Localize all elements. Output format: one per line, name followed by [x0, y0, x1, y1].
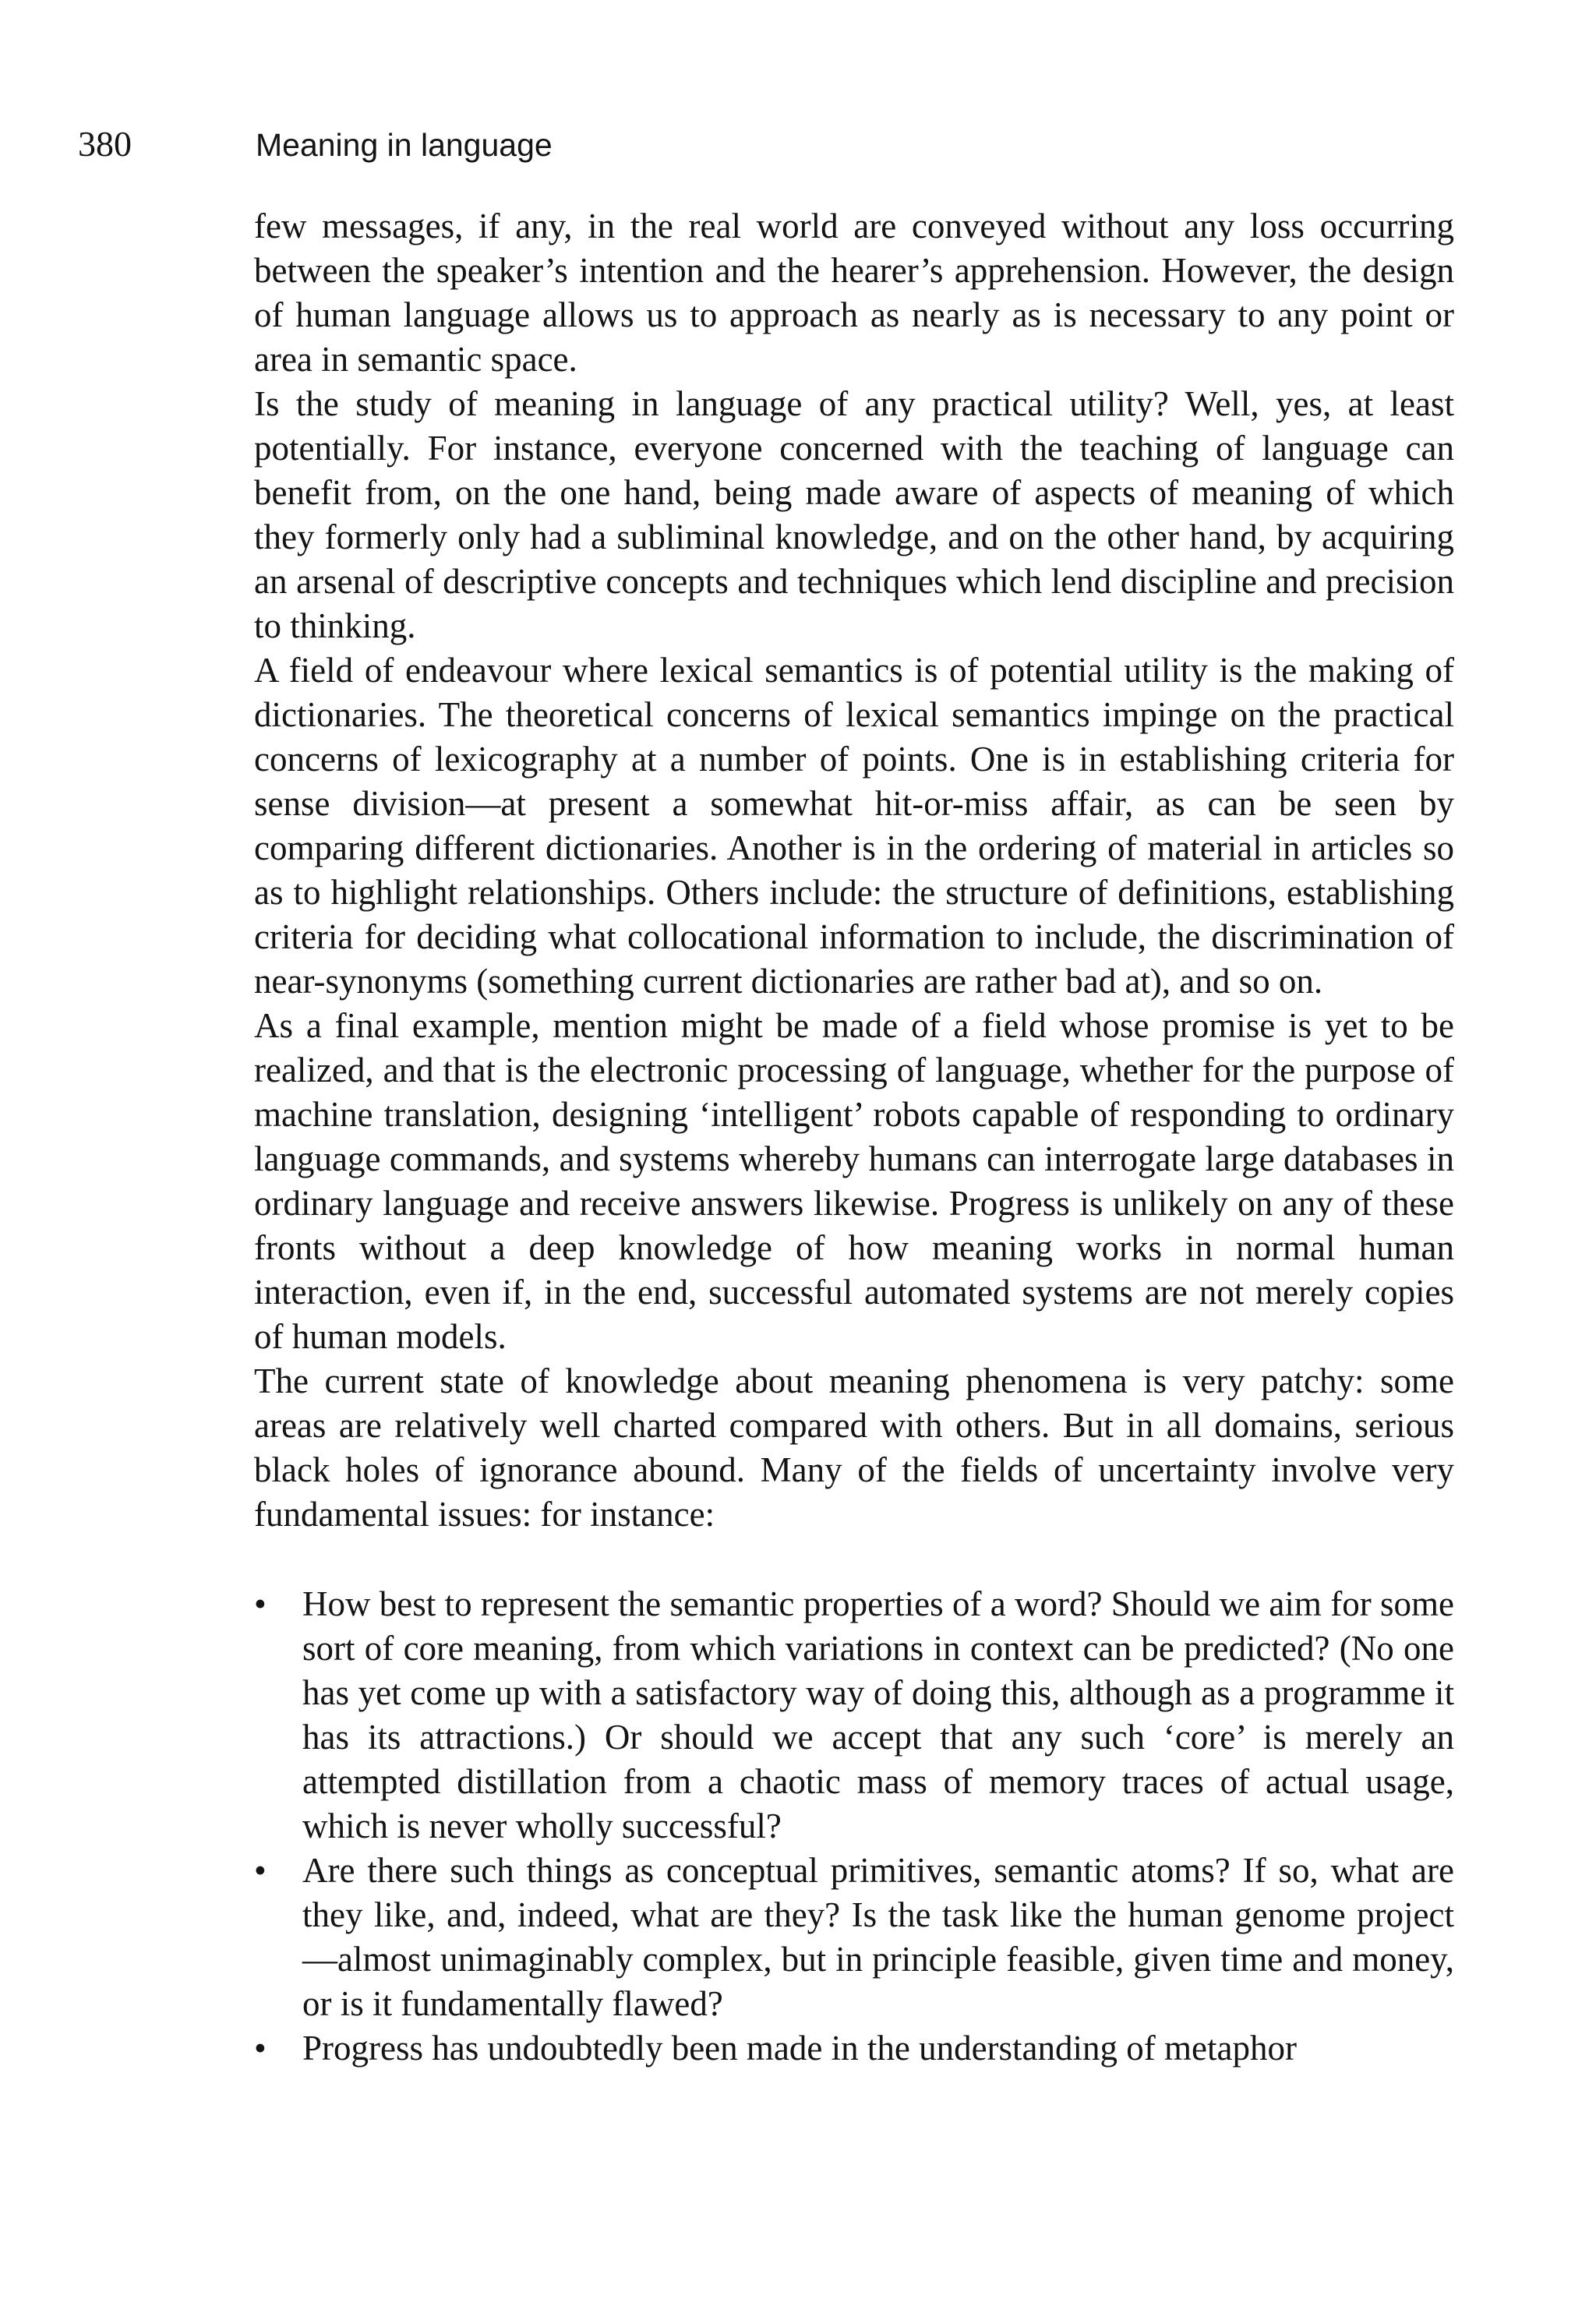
paragraph-dictionaries: A field of endeavour where lexical semantics is of potential utility is the making of dictionaries. The theoretical concerns of lexical semantics impinge on the practical concerns of lexicography at a number of points. One is in establishing criteria for sense division—at present a somewhat hit-or-miss affair, as can be seen by comparing different dictionaries. Another is in the ordering of material in articles so as to highlight relationships. Others include: the structure of definitions, establishing criteria for deciding what collocational information to include, the discrimination of near-synonyms (something current dictionaries are rather bad at), and so on. — [254, 651, 1454, 1001]
list-item — [254, 1849, 1454, 2026]
running-title: Meaning in language — [256, 127, 553, 163]
list-item-text: How best to represent the semantic properties of a word? Should we aim for some sort of core meaning, from which variations in context can be predicted? (No one has yet come up with a satisfactory way of doing this, although as a programme it has its attractions.) Or should we accept that any such ‘core’ is merely an attempted distillation from a chaotic mass of memory traces of actual usage, which is never wholly successful? — [302, 1584, 1454, 1845]
list-item-text: Are there such things as conceptual primitives, semantic atoms? If so, what are they like, and, indeed, what are they? Is the task like the human genome project—almost unimaginably complex, but in principle feasible, given time and money, or is it fundamentally flawed? — [302, 1851, 1454, 2023]
running-head — [78, 121, 553, 168]
uncertainty-list — [254, 1582, 1454, 2071]
body-text — [254, 204, 1454, 2071]
paragraph-electronic-processing: As a final example, mention might be made of a field whose promise is yet to be realized, and that is the electronic processing of language, whether for the purpose of machine translation, designing ‘intelligent’ robots capable of responding to ordinary language commands, and systems whereby humans can interrogate large databases in ordinary language and receive answers likewise. Progress is unlikely on any of these fronts without a deep knowledge of how meaning works in normal human interaction, even if, in the end, successful automated systems are not merely copies of human models. — [254, 1006, 1454, 1356]
bullet-icon: • — [254, 2029, 267, 2068]
page-number: 380 — [78, 124, 132, 164]
bullet-icon: • — [254, 1851, 267, 1890]
list-item — [254, 2026, 1454, 2071]
list-item-text: Progress has undoubtedly been made in the understanding of metaphor — [302, 2029, 1297, 2068]
paragraph-practical-utility: Is the study of meaning in language of any practical utility? Well, yes, at least potentially. For instance, everyone concerned with the teaching of language can benefit from, on the one hand, being made aware of aspects of meaning of which they formerly only had a subliminal knowledge, and on the other hand, by acquiring an arsenal of descriptive concepts and techniques which lend discipline and precision to thinking. — [254, 384, 1454, 645]
paragraph-continued: few messages, if any, in the real world are conveyed without any loss occurring between the speaker’s intention and the hearer’s apprehension. However, the design of human language allows us to approach as nearly as is necessary to any point or area in semantic space. — [254, 207, 1454, 379]
list-item — [254, 1582, 1454, 1849]
bullet-icon: • — [254, 1584, 267, 1623]
paragraph-state-of-knowledge: The current state of knowledge about meaning phenomena is very patchy: some areas are relatively well charted compared with others. But in all domains, serious black holes of ignorance abound. Many of the fields of uncertainty involve very fundamental issues: for instance: — [254, 1361, 1454, 1534]
